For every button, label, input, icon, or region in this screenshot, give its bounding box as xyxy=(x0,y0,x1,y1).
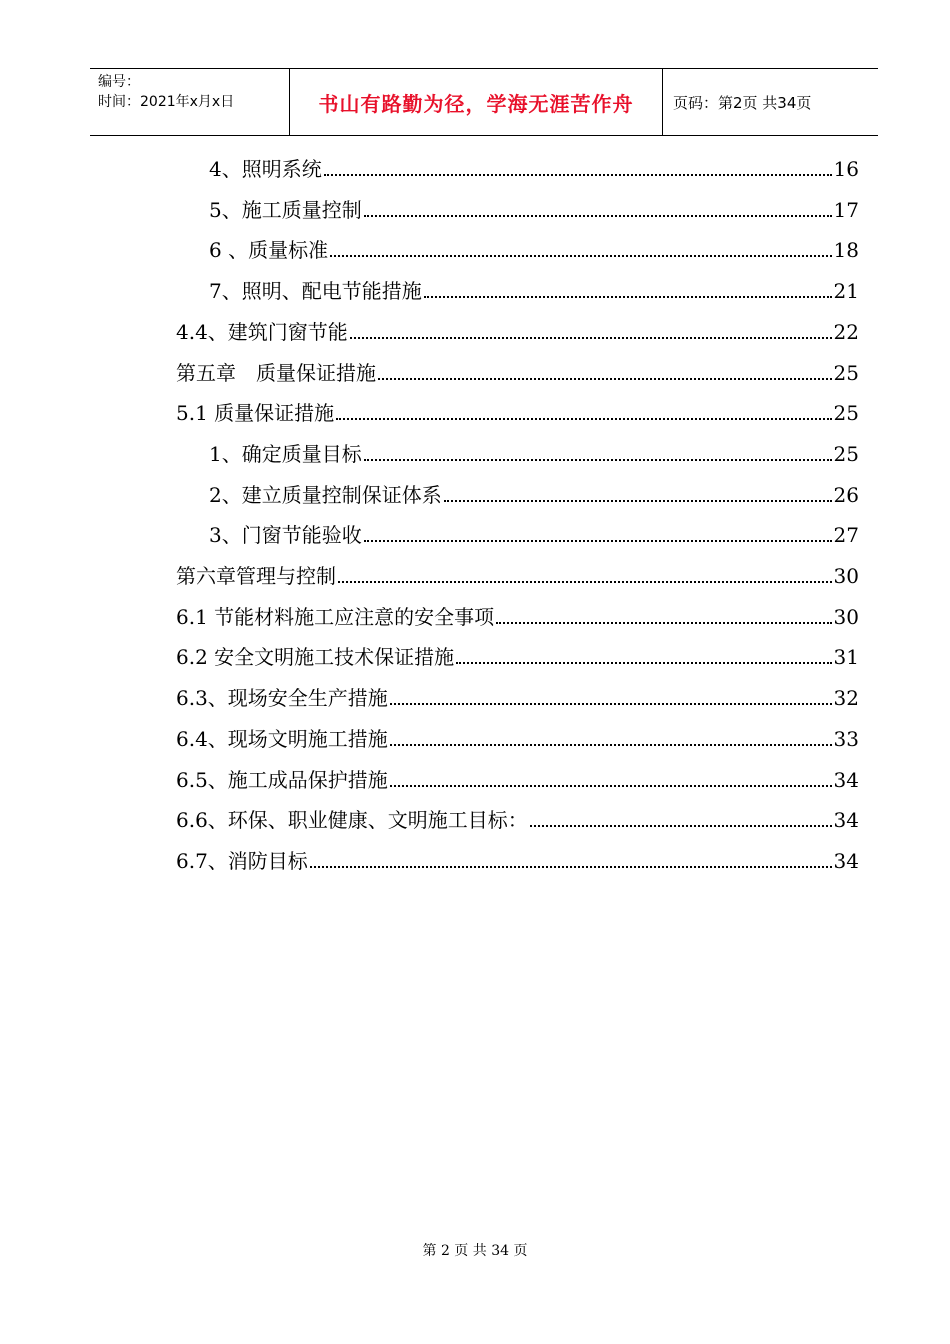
toc-entry[interactable] xyxy=(176,600,859,630)
toc-entry-page: 34 xyxy=(833,808,859,832)
toc-entry-label: 4、照明系统 xyxy=(209,157,322,181)
toc-entry-label: 6.5、施工成品保护措施 xyxy=(176,768,388,792)
toc-dot-leader xyxy=(330,255,831,257)
document-number-label: 编号： xyxy=(98,74,140,90)
toc-entry-label: 第五章 质量保证措施 xyxy=(176,361,376,385)
toc-entry-label: 6.7、消防目标 xyxy=(176,849,308,873)
toc-entry-label: 6 、质量标准 xyxy=(209,238,329,262)
toc-entry-label: 5.1 质量保证措施 xyxy=(176,401,335,425)
toc-dot-leader xyxy=(338,581,832,583)
toc-entry-page: 32 xyxy=(833,686,859,710)
toc-entry[interactable] xyxy=(176,559,859,589)
toc-entry-page: 25 xyxy=(833,442,859,466)
toc-entry-page: 25 xyxy=(833,361,859,385)
toc-entry-page: 18 xyxy=(833,238,859,262)
document-time: 时间：2021年x月x日 xyxy=(98,94,235,110)
page-header xyxy=(90,68,878,136)
toc-entry-label: 6.4、现场文明施工措施 xyxy=(176,727,388,751)
toc-entry[interactable] xyxy=(176,763,859,793)
toc-entry-page: 22 xyxy=(833,320,859,344)
toc-entry[interactable] xyxy=(209,478,859,508)
toc-entry[interactable] xyxy=(176,640,859,670)
toc-dot-leader xyxy=(390,703,832,705)
toc-entry-page: 16 xyxy=(833,157,859,181)
toc-entry-label: 2、建立质量控制保证体系 xyxy=(209,483,442,507)
toc-entry[interactable] xyxy=(176,356,859,386)
toc-dot-leader xyxy=(390,744,832,746)
toc-dot-leader xyxy=(424,296,832,298)
toc-entry-page: 27 xyxy=(833,523,859,547)
toc-entry-page: 34 xyxy=(833,768,859,792)
toc-dot-leader xyxy=(336,418,831,420)
toc-entry-label: 第六章管理与控制 xyxy=(176,564,336,588)
toc-entry-page: 34 xyxy=(833,849,859,873)
toc-entry[interactable] xyxy=(176,315,859,345)
toc-dot-leader xyxy=(364,540,832,542)
toc-dot-leader xyxy=(310,866,832,868)
toc-entry[interactable] xyxy=(176,844,859,874)
toc-dot-leader xyxy=(456,662,831,664)
toc-entry-label: 4.4、建筑门窗节能 xyxy=(176,320,348,344)
toc-entry[interactable] xyxy=(176,396,859,426)
toc-entry-page: 31 xyxy=(833,645,859,669)
toc-entry-label: 7、照明、配电节能措施 xyxy=(209,279,422,303)
toc-dot-leader xyxy=(378,378,832,380)
toc-entry-label: 5、施工质量控制 xyxy=(209,198,362,222)
toc-entry-label: 3、门窗节能验收 xyxy=(209,523,362,547)
toc-dot-leader xyxy=(350,337,832,339)
toc-entry[interactable] xyxy=(209,193,859,223)
header-motto: 书山有路勤为径，学海无涯苦作舟 xyxy=(290,69,663,135)
toc-entry-page: 30 xyxy=(833,605,859,629)
toc-entry[interactable] xyxy=(209,518,859,548)
toc-entry-page: 33 xyxy=(833,727,859,751)
toc-dot-leader xyxy=(324,174,832,176)
toc-entry-page: 30 xyxy=(833,564,859,588)
toc-entry[interactable] xyxy=(209,152,859,182)
header-meta xyxy=(90,69,290,135)
header-page-info: 页码：第2页 共34页 xyxy=(673,93,812,112)
toc-dot-leader xyxy=(444,500,832,502)
toc-entry-page: 26 xyxy=(833,483,859,507)
toc-entry-label: 6.6、环保、职业健康、文明施工目标： xyxy=(176,808,528,832)
toc-entry-label: 1、确定质量目标 xyxy=(209,442,362,466)
toc-entry-page: 17 xyxy=(833,198,859,222)
toc-entry[interactable] xyxy=(209,437,859,467)
toc-entry[interactable] xyxy=(176,681,859,711)
toc-entry[interactable] xyxy=(209,274,859,304)
toc-dot-leader xyxy=(496,622,831,624)
toc-entry[interactable] xyxy=(176,803,859,833)
toc-entry[interactable] xyxy=(176,722,859,752)
page-footer: 第 2 页 共 34 页 xyxy=(422,1243,528,1259)
toc-entry-page: 21 xyxy=(833,279,859,303)
toc-dot-leader xyxy=(364,459,832,461)
toc-dot-leader xyxy=(530,825,832,827)
toc-dot-leader xyxy=(364,215,832,217)
toc-entry-label: 6.2 安全文明施工技术保证措施 xyxy=(176,645,455,669)
toc-entry[interactable] xyxy=(209,233,859,263)
toc-entry-page: 25 xyxy=(833,401,859,425)
toc-dot-leader xyxy=(390,785,832,787)
toc-entry-label: 6.1 节能材料施工应注意的安全事项 xyxy=(176,605,495,629)
toc-entry-label: 6.3、现场安全生产措施 xyxy=(176,686,388,710)
